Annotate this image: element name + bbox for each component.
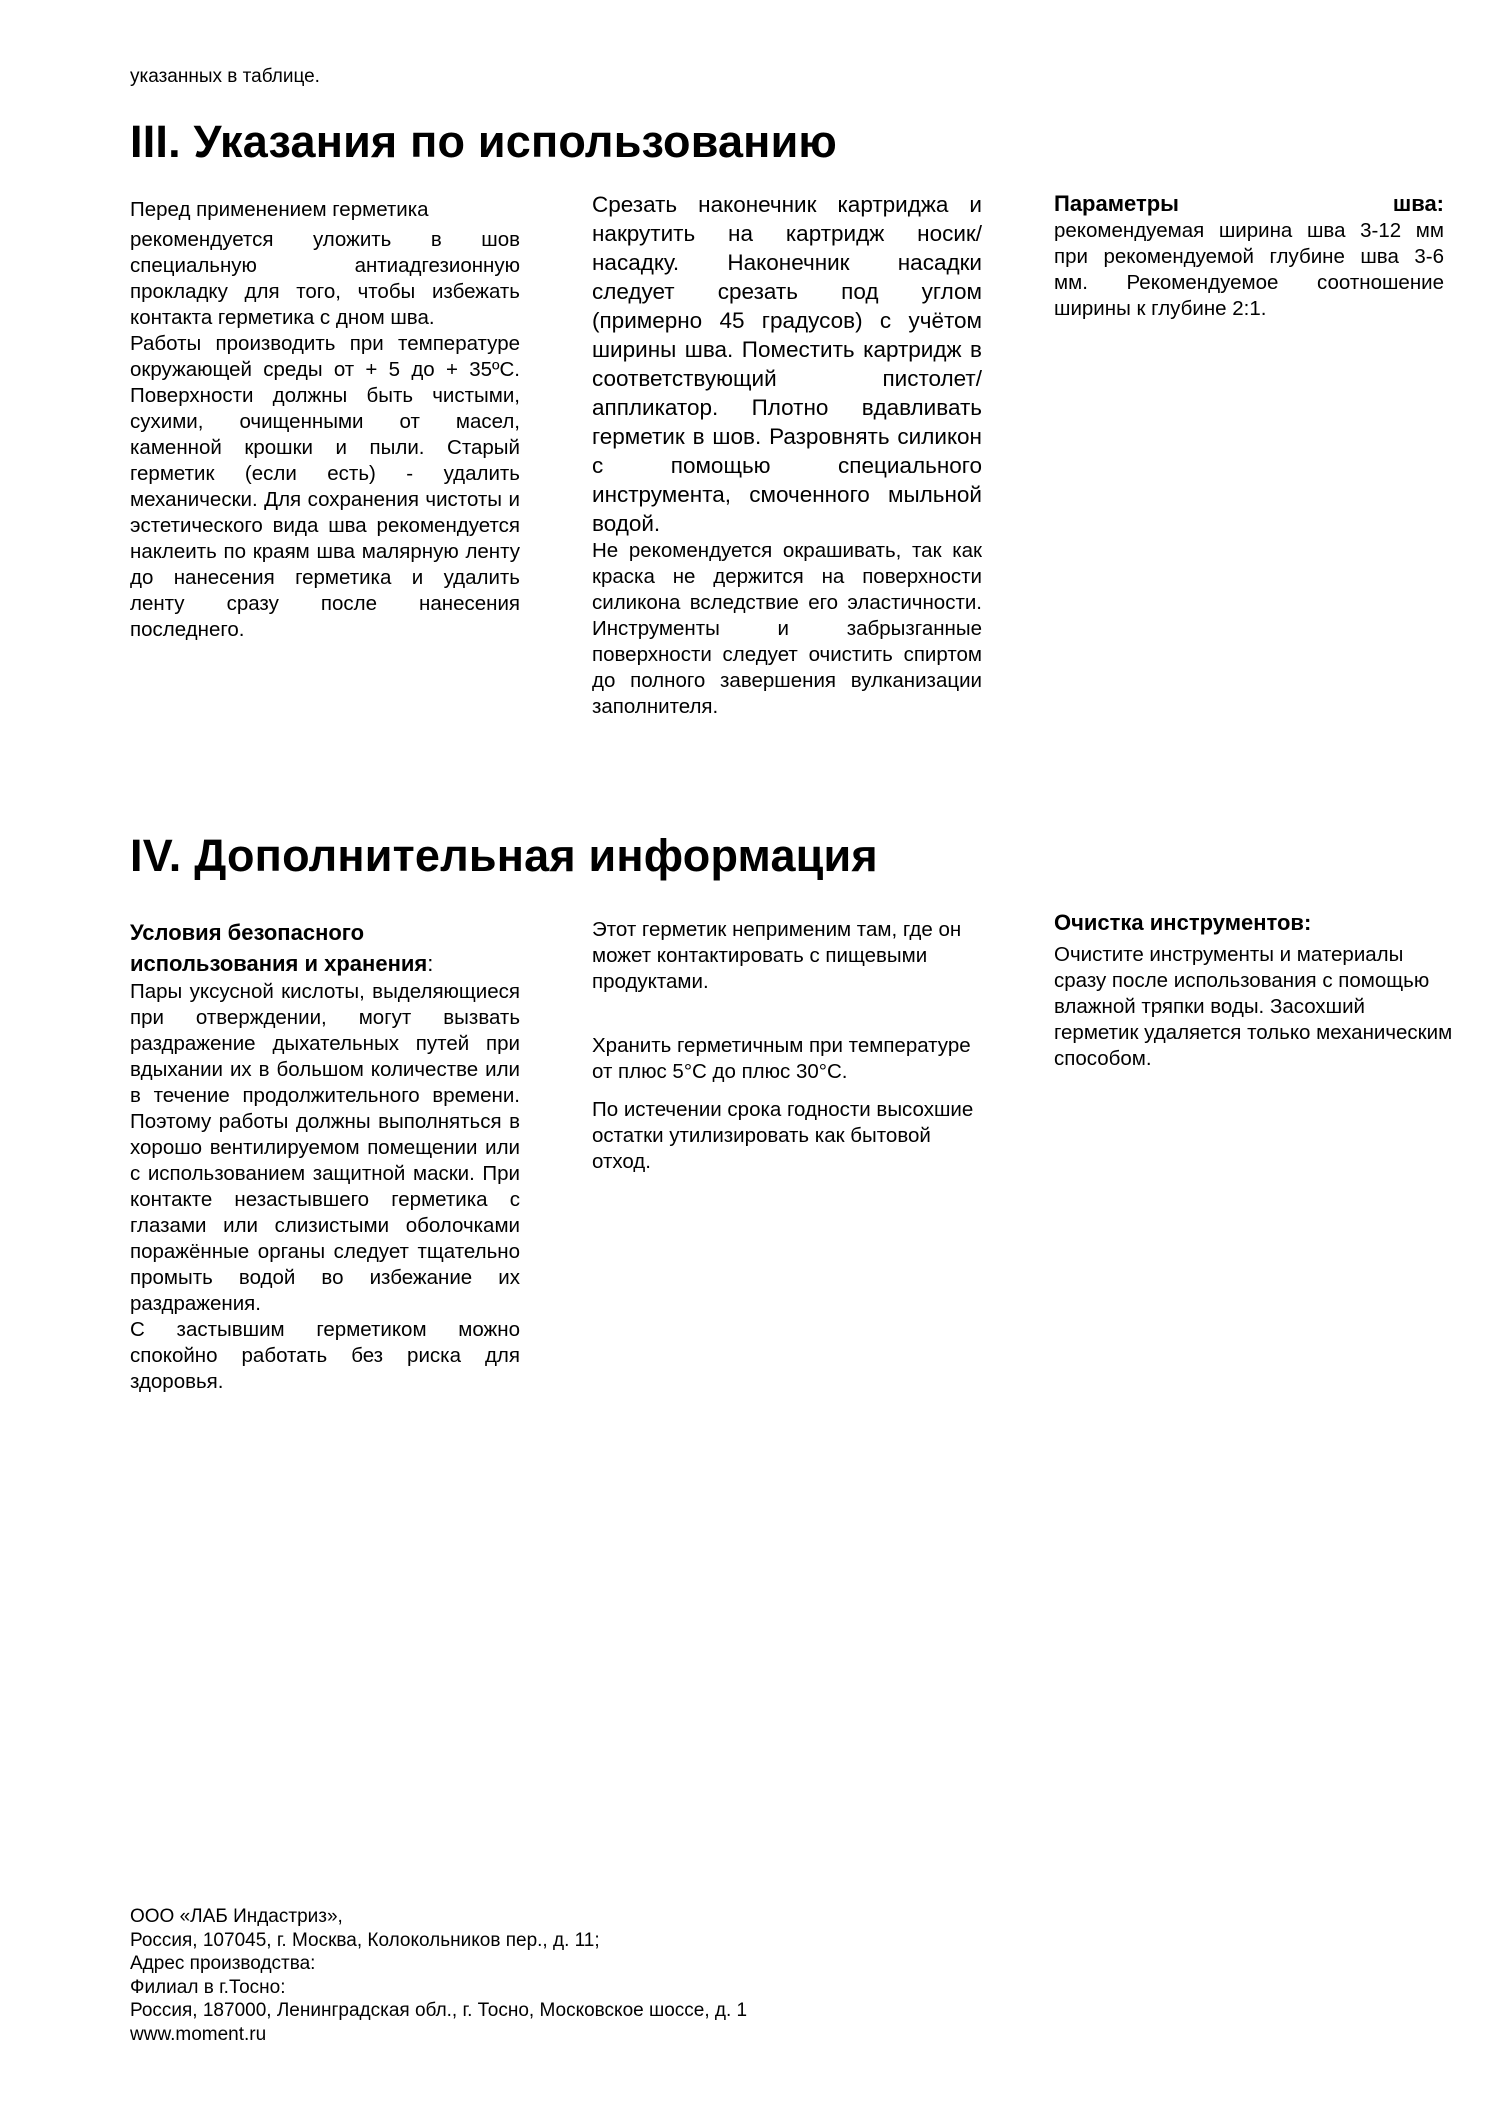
footer-company: ООО «ЛАБ Индастриз», [130,1906,343,1927]
section-3-column-2 [592,190,982,720]
s4c3-body: Очистите инструменты и материалы сразу после использования с помощью влажной тряпки воды. Засохший герметик удаляется только механическим способом. [1054,943,1453,1070]
s4c1-heading-text: Условия безопасного использования и хранения [130,920,428,976]
s3c2-p2: Не рекомендуется окрашивать, так как краска не держится на поверхности силикона вследствие его эластичности. Инструменты и забрызганные поверхности следует очистить спиртом до полного завершения вулканизации заполнителя. [592,539,982,718]
s3c2-p1: Срезать наконечник картриджа и накрутить на картридж носик/насадку. Наконечник насадки следует срезать под углом (примерно 45 градусов) с учётом ширины шва. Поместить картридж в соответствующий пистолет/аппликатор. Плотно вдавливать герметик в шов. Разровнять силикон с помощью специального инструмента, смоченного мыльной водой. [592,192,982,536]
footer-website-link[interactable]: www.moment.ru [130,2023,267,2045]
s4c1-heading [130,917,520,979]
s4c2-p1: Этот герметик неприменим там, где он может контактировать с пищевыми продуктами. [592,918,962,993]
s4c2-p3: По истечении срока годности высохшие остатки утилизировать как бытовой отход. [592,1098,974,1173]
section-4-title: IV. Дополнительная информация [130,830,878,881]
section-3-title: III. Указания по использованию [130,116,838,167]
footer-branch: Филиал в г.Тосно: [130,1976,286,1998]
footer-production-label: Адрес производства: [130,1953,316,1974]
section-4-column-1 [130,917,520,1395]
s4c3-heading: Очистка инструментов: [1054,910,1312,935]
s4c1-heading-suffix: : [427,951,434,976]
s3c1-body: рекомендуется уложить в шов специальную антиадгезионную прокладку для того, чтобы избежать контакта герметика с дном шва. [130,228,520,329]
s3c1-p2: Работы производить при температуре окружающей среды от + 5 до + 35ºС. Поверхности должны быть чистыми, сухими, очищенными от масел, каменной крошки и пыли. Старый герметик (если есть) - удалить механически. Для сохранения чистоты и эстетического вида шва рекомендуется наклеить по краям шва малярную ленту до нанесения герметика и удалить ленту сразу после нанесения последнего. [130,332,520,641]
footer-legal-address: Россия, 107045, г. Москва, Колокольников пер., д. 11; [130,1929,600,1951]
section-3-column-1 [130,197,520,643]
intro-fragment: указанных в таблице. [130,66,320,87]
s4c1-p1: Пары уксусной кислоты, выделяющиеся при отверждении, могут вызвать раздражение дыхательных путей при вдыхании их в большом количестве или в течение продолжительного времени. Поэтому работы должны выполняться в хорошо вентилируемом помещении или с использованием защитной маски. При контакте незастывшего герметика с глазами или слизистыми оболочками поражённые органы следует тщательно промыть водой во избежание их раздражения. [130,980,520,1315]
s3c3-body: рекомендуемая ширина шва 3-12 мм при рекомендуемой глубине шва 3-6 мм. Рекомендуемое соотношение ширины к глубине 2:1. [1054,219,1444,320]
s4c2-p2: Хранить герметичным при температуре от плюс 5°С до плюс 30°С. [592,1034,971,1083]
s3c1-lead: Перед применением герметика [130,198,429,221]
section-4-column-2 [592,917,992,1175]
section-4-column-3 [1054,908,1454,1072]
s3c3-heading: Параметры шва: [1054,191,1444,216]
section-3-column-3 [1054,190,1444,322]
footer-branch-address: Россия, 187000, Ленинградская обл., г. Тосно, Московское шоссе, д. 1 [130,2000,748,2021]
s4c1-p2: С застывшим герметиком можно спокойно работать без риска для здоровья. [130,1318,520,1393]
footer-address [130,1905,747,2046]
